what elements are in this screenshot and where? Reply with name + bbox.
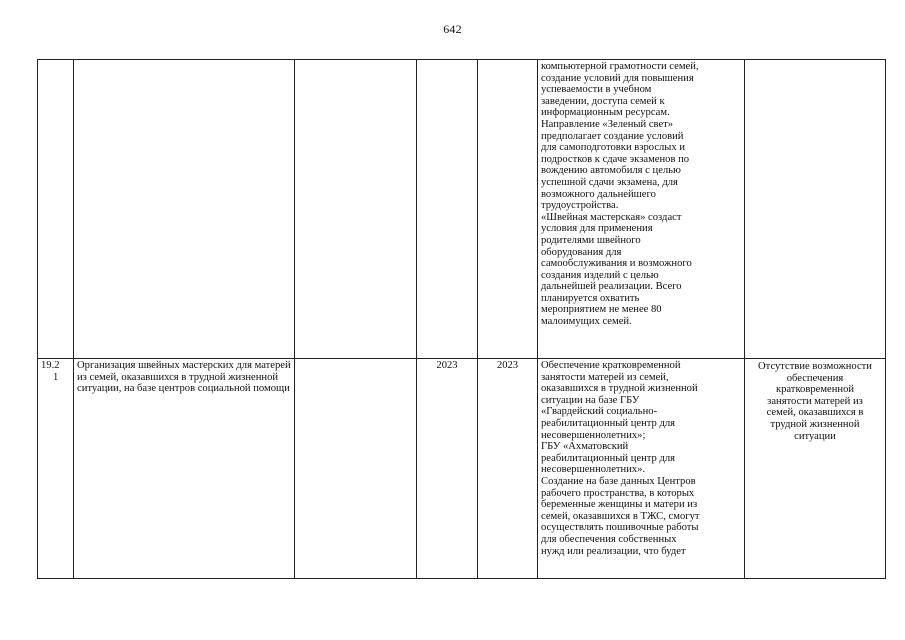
- description-line: трудоустройства.: [541, 200, 619, 212]
- description-line: предполагает создание условий: [541, 130, 684, 142]
- table-row: [38, 60, 886, 359]
- description-line: «Швейная мастерская» создаст: [541, 211, 682, 223]
- description-line: несовершеннолетних»;: [541, 429, 646, 441]
- row-number-line: 1: [53, 371, 59, 383]
- description-line: создание условий для повышения: [541, 72, 694, 84]
- description-line: семей, оказавшихся в ТЖС, смогут: [541, 510, 700, 522]
- document-table: [37, 59, 886, 579]
- row-number-line: 19.2: [41, 360, 60, 371]
- description-line: успешной сдачи экзамена, для: [541, 176, 678, 188]
- page-number: 642: [443, 22, 462, 36]
- description-line: малоимущих семей.: [541, 316, 632, 328]
- description-line: самообслуживания и возможного: [541, 258, 692, 270]
- description-line: для обеспечения собственных: [541, 533, 677, 545]
- description-line: мероприятием не менее 80: [541, 304, 662, 316]
- start-year-cell: 2023: [417, 359, 478, 579]
- result-cell: Отсутствие возможности обеспечения кратковременной занятости матерей из семей, оказавшихся в трудной жизненной ситуации: [745, 359, 886, 579]
- description-line: возможного дальнейшего: [541, 188, 656, 200]
- description-line: информационным ресурсам.: [541, 107, 670, 119]
- description-line: подростков к сдаче экзаменов по: [541, 153, 690, 165]
- description-line: «Гвардейский социально-: [541, 406, 658, 418]
- row-number-cell: [38, 60, 74, 359]
- description-line: ситуации на базе ГБУ: [541, 394, 640, 406]
- description-line: создания изделий с целью: [541, 269, 659, 281]
- description-line: осуществлять пошивочные работы: [541, 522, 699, 534]
- description-line: нужд или реализации, что будет: [541, 545, 686, 557]
- description-line: компьютерной грамотности семей,: [541, 61, 699, 72]
- description-line: оказавшихся в трудной жизненной: [541, 383, 698, 395]
- end-year-cell: 2023: [478, 359, 538, 579]
- description-line: несовершеннолетних».: [541, 464, 646, 476]
- description-line: Направление «Зеленый свет»: [541, 118, 674, 130]
- description-line: реабилитационный центр для: [541, 417, 676, 429]
- description-line: Создание на базе данных Центров: [541, 475, 696, 487]
- start-year-cell: [417, 60, 478, 359]
- executor-cell: [295, 359, 417, 579]
- end-year-cell: [478, 60, 538, 359]
- description-line: успеваемости в учебном: [541, 84, 652, 96]
- result-cell: [745, 60, 886, 359]
- description-cell: [538, 359, 745, 579]
- description-line: ГБУ «Ахматовский: [541, 441, 629, 453]
- description-line: рабочего пространства, в которых: [541, 487, 695, 499]
- description-line: оборудования для: [541, 246, 622, 258]
- description-cell: [538, 60, 745, 359]
- table-row: [38, 359, 886, 579]
- description-line: вождению автомобиля с целью: [541, 165, 681, 177]
- description-line: занятости матерей из семей,: [541, 371, 669, 383]
- event-name-cell: Организация швейных мастерских для матерей из семей, оказавшихся в трудной жизненной ситуации, на базе центров социальной помощи: [74, 359, 295, 579]
- row-number-cell: [38, 359, 74, 579]
- description-line: условия для применения: [541, 223, 653, 235]
- description-line: Обеспечение кратковременной: [541, 360, 681, 371]
- description-line: для самоподготовки взрослых и: [541, 142, 686, 154]
- description-line: родителями швейного: [541, 234, 641, 246]
- description-line: планируется охватить: [541, 292, 640, 304]
- description-line: беременные женщины и матери из: [541, 499, 698, 511]
- executor-cell: [295, 60, 417, 359]
- event-name-cell: [74, 60, 295, 359]
- description-line: реабилитационный центр для: [541, 452, 676, 464]
- description-line: дальнейшей реализации. Всего: [541, 281, 682, 293]
- description-line: заведении, доступа семей к: [541, 95, 665, 107]
